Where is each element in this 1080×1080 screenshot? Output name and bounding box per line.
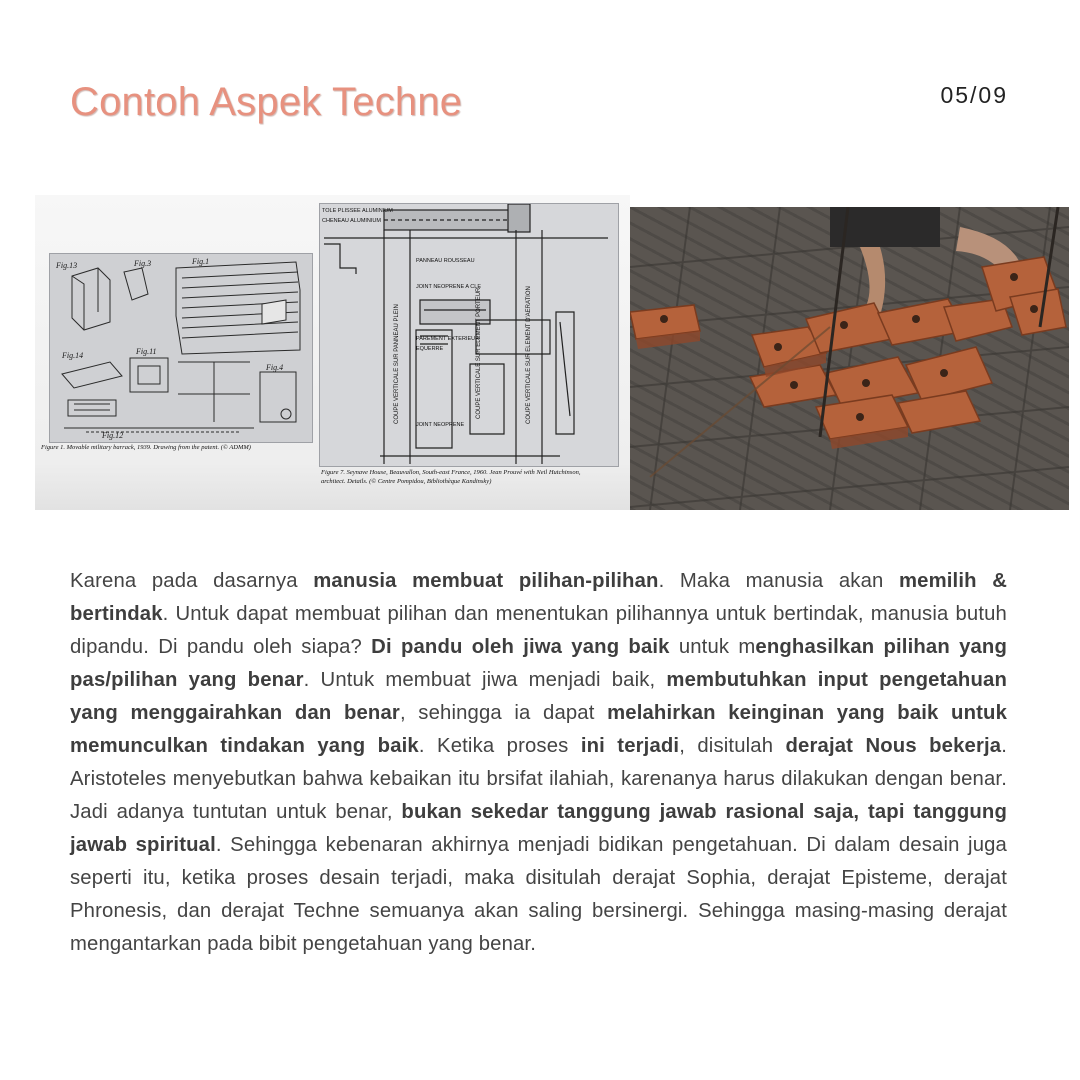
page-title: Contoh Aspek Techne [70,80,463,124]
page-number: 05/09 [940,82,1008,108]
body-emphasis: Di pandu oleh jiwa yang baik [371,636,670,658]
svg-text:Fig.14: Fig.14 [62,351,84,360]
section-detail-sketch [320,204,618,466]
svg-text:Fig.3: Fig.3 [134,259,152,268]
body-emphasis: ini terjadi [580,735,680,757]
body-text-segment: . Untuk membuat jiwa menjadi baik, [303,669,667,691]
svg-text:PANNEAU ROUSSEAU: PANNEAU ROUSSEAU [416,258,475,264]
svg-text:TOLE PLISSEE ALUMINIUM: TOLE PLISSEE ALUMINIUM [322,208,393,214]
body-text-segment: . Ketika proses [418,735,581,757]
body-text-segment: . Aristoteles menyebutkan bahwa kebaikan itu brsifat ilahiah, karenanya harus dilakukan dengan benar. Jadi adanya tuntutan untuk benar, [70,735,1008,823]
svg-text:Fig.4: Fig.4 [266,363,284,372]
body-text-segment: , sehingga ia dapat [399,702,608,724]
patent-drawing-sketch [50,254,312,442]
left-figure-caption: Figure 1. Movable military barrack, 1939. Drawing from the patent. (© ADMM) [41,444,251,451]
body-text-segment: , disitulah [679,735,786,757]
svg-text:Fig.11: Fig.11 [136,347,157,356]
body-paragraph [70,565,1007,961]
body-emphasis: membutuhkan input pengetahuan yang menggairahkan dan benar [70,669,1007,724]
svg-text:COUPE VERTICALE SUR PANNEAU PL: COUPE VERTICALE SUR PANNEAU PLEIN [394,304,400,424]
svg-text:PAREMENT EXTERIEUR: PAREMENT EXTERIEUR [416,336,480,342]
svg-text:JOINT NEOPRENE: JOINT NEOPRENE [416,422,465,428]
body-emphasis: manusia membuat pilihan-pilihan [313,570,659,592]
section-detail-plate [319,203,619,467]
body-text-segment: untuk m [669,636,756,658]
brick-structure-illustration [630,207,1069,510]
body-text-segment: . Sehingga kebenaran akhirnya menjadi bidikan pengetahuan. Di dalam desain juga seperti itu, ketika proses desain terjadi, maka disitulah derajat Sophia, derajat Episteme, derajat Phronesis, dan derajat Techne semuanya akan saling bersinergi. Sehingga masing-masing derajat mengantarkan pada bibit pengetahuan yang benar. [70,834,1007,955]
body-emphasis: bukan sekedar tanggung jawab rasional saja, tapi tanggung jawab spiritual [70,801,1007,856]
body-emphasis: enghasilkan pilihan yang pas/pilihan yang benar [70,636,1008,691]
figure-strip [35,195,1069,510]
patent-drawing-plate [49,253,313,443]
svg-text:COUPE VERTICALE SUR ELEMENT D': COUPE VERTICALE SUR ELEMENT D'AERATION [526,286,532,424]
svg-text:Fig.12: Fig.12 [102,431,124,440]
right-figure-caption: Figure 7. Seynave House, Beauvallon, South-east France, 1960. Jean Prouvé with Neil Hutchinson, architect. Details. (© Centre Pompidou, Bibliothèque Kandinsky) [321,469,581,485]
architectural-drawings-image [35,195,630,510]
body-emphasis: derajat Nous bekerja [785,735,1002,757]
svg-text:JOINT NEOPRENE A CLE: JOINT NEOPRENE A CLE [416,284,482,290]
svg-text:Fig.1: Fig.1 [192,257,210,266]
body-emphasis: melahirkan keinginan yang baik untuk memunculkan tindakan yang baik [70,702,1007,757]
body-text-segment: . Maka manusia akan [658,570,899,592]
svg-text:Fig.13: Fig.13 [56,261,78,270]
body-text-segment: . Untuk dapat membuat pilihan dan menentukan pilihannya untuk bertindak, manusia butuh dipandu. Di pandu oleh siapa? [70,603,1007,658]
svg-text:CHENEAU ALUMINIUM: CHENEAU ALUMINIUM [322,218,381,224]
svg-text:EQUERRE: EQUERRE [416,346,444,352]
brick-structure-photo [630,207,1069,510]
svg-text:COUPE VERTICALE SUR ELEMENT PO: COUPE VERTICALE SUR ELEMENT PORTEUR [476,287,482,419]
body-text-segment: Karena pada dasarnya [70,570,314,592]
body-emphasis: memilih & bertindak [70,570,1007,625]
